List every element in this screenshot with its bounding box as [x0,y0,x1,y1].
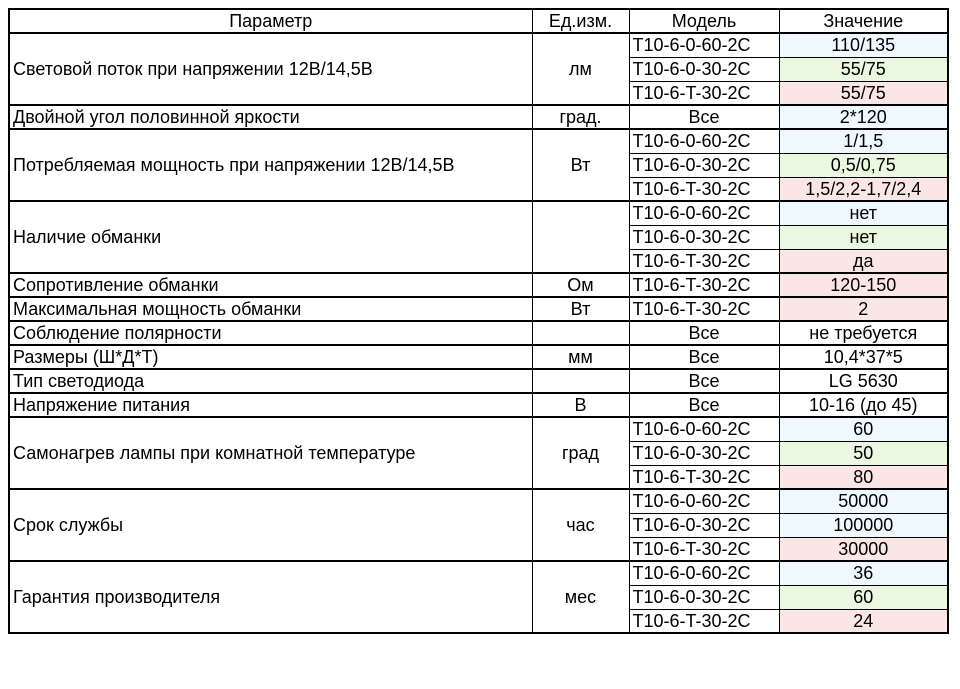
header-row [9,9,948,33]
value-cell: 24 [779,609,948,633]
unit-cell: Ом [532,273,629,297]
table-row [9,489,948,513]
value-cell: 1,5/2,2-1,7/2,4 [779,177,948,201]
model-cell: Все [629,105,779,129]
model-cell: Все [629,369,779,393]
model-cell: T10-6-0-60-2C [629,489,779,513]
model-cell: T10-6-T-30-2C [629,249,779,273]
value-cell: 55/75 [779,57,948,81]
unit-cell: мес [532,561,629,633]
model-cell: T10-6-0-60-2C [629,417,779,441]
value-cell: 10,4*37*5 [779,345,948,369]
value-cell: 2*120 [779,105,948,129]
table-row [9,201,948,225]
unit-cell: град [532,417,629,489]
model-cell: Все [629,393,779,417]
header-model: Модель [629,9,779,33]
value-cell: 36 [779,561,948,585]
value-cell: нет [779,201,948,225]
table-row [9,393,948,417]
table-row [9,321,948,345]
value-cell: 110/135 [779,33,948,57]
value-cell: 80 [779,465,948,489]
value-cell: 1/1,5 [779,129,948,153]
value-cell: 2 [779,297,948,321]
header-unit: Ед.изм. [532,9,629,33]
value-cell: нет [779,225,948,249]
model-cell: T10-6-T-30-2C [629,273,779,297]
table-row [9,561,948,585]
model-cell: T10-6-0-30-2C [629,225,779,249]
value-cell: 100000 [779,513,948,537]
unit-cell [532,369,629,393]
unit-cell: Вт [532,129,629,201]
value-cell: 0,5/0,75 [779,153,948,177]
table-row [9,297,948,321]
param-cell: Сопротивление обманки [9,273,532,297]
value-cell: да [779,249,948,273]
value-cell: 50000 [779,489,948,513]
unit-cell: В [532,393,629,417]
table-row [9,417,948,441]
value-cell: 30000 [779,537,948,561]
unit-cell [532,321,629,345]
spec-table-wrapper [8,8,949,634]
value-cell: 120-150 [779,273,948,297]
param-cell: Тип светодиода [9,369,532,393]
model-cell: T10-6-T-30-2C [629,297,779,321]
value-cell: 60 [779,585,948,609]
value-cell: не требуется [779,321,948,345]
spec-table [8,8,949,634]
value-cell: 10-16 (до 45) [779,393,948,417]
table-row [9,129,948,153]
unit-cell: час [532,489,629,561]
param-cell: Наличие обманки [9,201,532,273]
param-cell: Двойной угол половинной яркости [9,105,532,129]
spec-table-body [9,33,948,633]
param-cell: Напряжение питания [9,393,532,417]
unit-cell: Вт [532,297,629,321]
value-cell: 60 [779,417,948,441]
model-cell: T10-6-0-60-2C [629,129,779,153]
value-cell: 50 [779,441,948,465]
unit-cell: мм [532,345,629,369]
param-cell: Срок службы [9,489,532,561]
param-cell: Потребляемая мощность при напряжении 12В/14,5В [9,129,532,201]
value-cell: LG 5630 [779,369,948,393]
param-cell: Световой поток при напряжении 12В/14,5В [9,33,532,105]
table-row [9,369,948,393]
model-cell: T10-6-T-30-2C [629,609,779,633]
model-cell: T10-6-T-30-2C [629,537,779,561]
model-cell: T10-6-0-60-2C [629,561,779,585]
table-row [9,33,948,57]
model-cell: T10-6-0-30-2C [629,57,779,81]
model-cell: T10-6-0-30-2C [629,513,779,537]
param-cell: Гарантия производителя [9,561,532,633]
model-cell: T10-6-0-30-2C [629,441,779,465]
model-cell: Все [629,321,779,345]
model-cell: T10-6-0-60-2C [629,201,779,225]
model-cell: T10-6-0-30-2C [629,153,779,177]
model-cell: T10-6-T-30-2C [629,465,779,489]
table-row [9,345,948,369]
param-cell: Самонагрев лампы при комнатной температуре [9,417,532,489]
param-cell: Максимальная мощность обманки [9,297,532,321]
value-cell: 55/75 [779,81,948,105]
table-row [9,105,948,129]
header-value: Значение [779,9,948,33]
unit-cell: лм [532,33,629,105]
param-cell: Размеры (Ш*Д*Т) [9,345,532,369]
model-cell: Все [629,345,779,369]
unit-cell: град. [532,105,629,129]
model-cell: T10-6-T-30-2C [629,81,779,105]
model-cell: T10-6-0-30-2C [629,585,779,609]
model-cell: T10-6-T-30-2C [629,177,779,201]
table-row [9,273,948,297]
header-param: Параметр [9,9,532,33]
param-cell: Соблюдение полярности [9,321,532,345]
model-cell: T10-6-0-60-2C [629,33,779,57]
unit-cell [532,201,629,273]
